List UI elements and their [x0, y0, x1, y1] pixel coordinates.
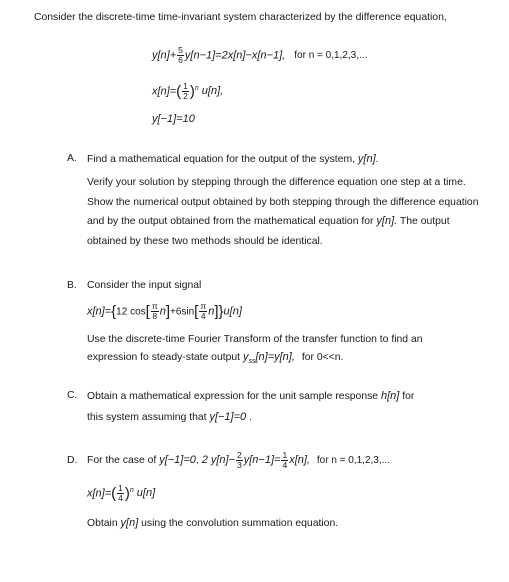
part-b-cos-term: 12 cos [116, 306, 146, 318]
part-b-line1: Consider the input signal [87, 280, 202, 291]
coef-fraction [177, 46, 184, 65]
eq-lhs-b: y[n−1]=2x[n]−x[n−1], [184, 49, 286, 62]
input-base-den: 2 [183, 91, 188, 101]
part-c-line2-math: y[−1]=0 [209, 411, 247, 423]
part-d-base-den: 4 [118, 493, 123, 503]
part-b-line4-text: expression fo steady-state output [87, 352, 241, 363]
part-b-equation: x[n]={12 cos[ $\frac{\pi}{8}$ n]+6sin[ $\frac{\pi}{4}$ n]}u[n] [87, 301, 242, 321]
part-d-eq-b: y[n−1]= [243, 454, 281, 466]
part-b-line3: Use the discrete-time Fourier Transform of the transfer function to find an [87, 334, 423, 345]
part-a-line1 [87, 153, 379, 165]
part-a-label: A. [67, 153, 77, 164]
difference-equation [152, 46, 367, 65]
part-d-input-equation: x[n]=( $\frac{1}{4}$ )$^n$ u[n] [87, 483, 156, 503]
part-d-eq-lhs: x[n]= [87, 487, 112, 500]
part-c-line2 [87, 411, 252, 423]
input-signal-equation: x[n]=( $\frac{1}{2}$ )$^n$ u[n], [152, 81, 224, 101]
part-d-exponent: n [129, 486, 134, 494]
coef-num: 5 [178, 45, 183, 55]
part-b-pi2: π [200, 301, 207, 311]
eq-condition: for n = 0,1,2,3,... [294, 50, 368, 62]
part-d-base-fraction [117, 484, 124, 503]
part-d-f2d: 4 [282, 459, 288, 470]
part-b-pi1: π [151, 301, 158, 311]
part-c-end: for [402, 391, 415, 402]
part-d-eq-a: 2 y[n]− [201, 454, 236, 466]
input-exponent: n [194, 84, 199, 92]
part-d-frac1 [236, 451, 243, 470]
part-d-line1 [87, 450, 390, 471]
part-c-line1 [87, 390, 414, 402]
part-b-frac2 [199, 302, 207, 321]
part-b-condition: for 0<<n. [301, 352, 344, 363]
input-rhs: u[n], [201, 85, 224, 98]
part-b-n1: n [159, 305, 166, 318]
eq-lhs-a: y[n]+ [152, 49, 177, 62]
intro-text: Consider the discrete-time time-invariant system characterized by the difference equation, [34, 12, 447, 23]
part-b-line4 [87, 351, 343, 365]
part-d-f2n: 1 [282, 449, 288, 460]
input-base-num: 1 [183, 81, 188, 91]
part-d-last-math: y[n] [120, 517, 139, 529]
part-b-label: B. [67, 280, 77, 291]
part-d-label: D. [67, 455, 78, 466]
part-b-eq-lhs: x[n]= [87, 305, 112, 318]
part-a-body [87, 173, 492, 251]
part-d-text: For the case of [87, 455, 157, 466]
part-b-sin-term: +6sin [169, 306, 195, 318]
input-lhs: x[n]= [152, 85, 177, 98]
part-a-question: Find a mathematical equation for the output of the system, [87, 154, 355, 165]
part-d-eq-c: x[n], [289, 454, 310, 466]
part-c-label: C. [67, 390, 78, 401]
part-d-frac2 [281, 451, 288, 470]
input-base-fraction [182, 82, 189, 101]
part-d-base-num: 1 [118, 483, 123, 493]
part-b-eq-tail: u[n] [223, 305, 242, 318]
part-b-ss-sub: ss [248, 358, 256, 366]
part-d-init: y[−1]=0 [159, 454, 196, 466]
part-c-text: Obtain a mathematical expression for the unit sample response [87, 391, 379, 402]
part-a-period: . [375, 154, 379, 165]
part-b-ss-math: [n]=y[n], [255, 351, 295, 363]
part-b-frac1 [151, 302, 159, 321]
part-d-condition: for n = 0,1,2,3,... [316, 455, 390, 466]
part-d-last-a: Obtain [87, 518, 118, 529]
part-d-last-b: using the convolution summation equation. [141, 518, 339, 529]
part-c-math: h[n] [380, 390, 400, 402]
part-d-f1d: 3 [237, 459, 242, 470]
part-a-body-math: y[n]. [376, 215, 398, 227]
part-d-f1n: 2 [237, 449, 242, 460]
part-d-last-line [87, 517, 338, 529]
part-c-line2-end: . [249, 412, 252, 423]
initial-condition: y[−1]=10 [152, 113, 195, 125]
coef-den: 6 [178, 55, 183, 65]
part-b-den1: 8 [152, 311, 158, 321]
part-b-n2: n [208, 305, 215, 318]
part-d-sep: , [195, 455, 199, 466]
part-a-body-end: The output obtained by these two methods should be identical. [87, 216, 450, 247]
part-b-y: y [242, 351, 249, 363]
part-a-math: y[n] [357, 153, 376, 165]
part-c-line2-text: this system assuming that [87, 412, 207, 423]
part-d-eq-rhs: u[n] [136, 487, 156, 500]
part-a-body-text: Verify your solution by stepping through the difference equation one step at a time. Show the numerical output obtained by both stepping through the difference equation and by the output obtained from the mathematical equation for [87, 177, 479, 227]
part-b-den2: 4 [200, 311, 206, 321]
part-b-ss-output [242, 351, 295, 366]
